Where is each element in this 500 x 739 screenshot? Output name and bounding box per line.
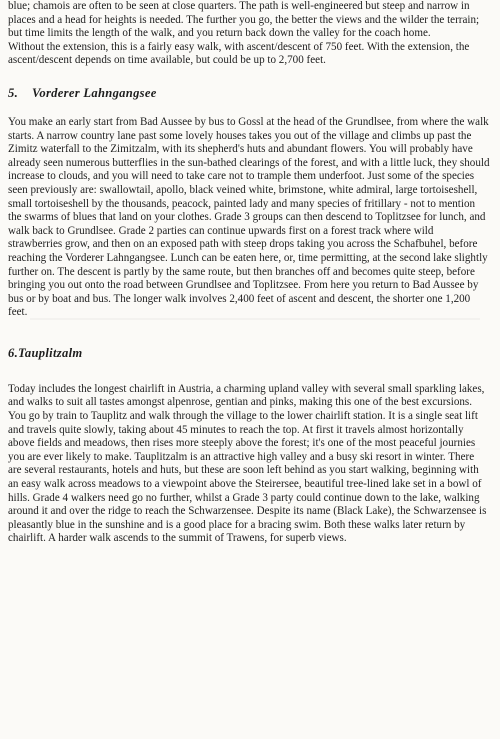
tauplitzalm-intro-paragraph: Today includes the longest chairlift in Austria, a charming upland valley with several small sparkling lakes, and walks to suit all tastes amongst alpenrose, gentian and pinks, making this one of the best excursions. xyxy=(8,382,485,409)
paper-show-through xyxy=(30,318,480,320)
paper-show-through xyxy=(30,448,480,450)
intro-ascent-paragraph: Without the extension, this is a fairly easy walk, with ascent/descent of 750 feet. With the extension, the ascent/descent depends on time available, but could be up to 2,700 feet. xyxy=(8,40,470,67)
section-body-vorderer-lahngangsee: You make an early start from Bad Aussee by bus to Gossl at the head of the Grundlsee, from where the walk starts. A narrow country lane past some lovely houses takes you out of the village and climbs up past the Zimitz waterfall to the Zimitzalm, with its shepherd's huts and abundant flowers. You will probably have already seen numerous butterflies in the sun-bathed clearings of the forest, and with a little luck, they should increase to clouds, and you will need to take care not to trample them underfoot. Just some of the species seen previously are: swallowtail, apollo, black veined white, brimstone, white admiral, large tortoiseshell, small tortoiseshell by the thousands, peacock, painted lady and many species of fritillary - not to mention the swarms of blues that land on your clothes. Grade 3 groups can then descend to Toplitzsee for lunch, and walk back to Grundlsee. Grade 2 parties can continue upwards first on a forest track where wild strawberries grow, and then on an exposed path with steep drops taking you across the Schafbuhel, before reaching the Vorderer Lahngangsee. Lunch can be eaten here, or, time permitting, at the second lake slightly further on. The descent is partly by the same route, but then branches off and becomes quite steep, before bringing you out onto the road between Grundlsee and Toplitzsee. From here you return to Bad Aussee by bus or by boat and bus. The longer walk involves 2,400 feet of ascent and descent, the shorter one 1,200 feet. xyxy=(8,115,490,319)
intro-paragraph: blue; chamois are often to be seen at close quarters. The path is well-engineered but steep and narrow in places and a head for heights is needed. The further you go, the better the views and the wilder the terrain; but time limits the length of the walk, and you return back down the valley for the coach home. xyxy=(8,0,480,40)
section-heading-tauplitzalm: 6.Tauplitzalm xyxy=(8,345,83,360)
section-number: 5. xyxy=(8,85,19,100)
tauplitzalm-body-paragraph: You go by train to Tauplitz and walk through the village to the lower chairlift station. It is a single seat lift and travels quite slowly, taking about 45 minutes to reach the top. At first it travels almost horizontally above fields and meadows, then rises more steeply above the forest; it's one of the most peaceful journies you are ever likely to make. Tauplitzalm is an attractive high valley and a busy ski resort in winter. There are several restaurants, hotels and huts, but these are soon left behind as you start walking, beginning with an easy walk across meadows to a viewpoint above the Steirersee, beautiful tree-lined lake set in a bowl of hills. Grade 4 walkers need go no further, whilst a Grade 3 party could continue down to the lake, walking around it and over the ridge to reach the Schwarzensee. Despite its name (Black Lake), the Schwarzensee is pleasantly blue in the sunshine and is a good place for a bracing swim. Both these walks later return by chairlift. A harder walk ascends to the summit of Trawens, for superb views. xyxy=(8,410,487,545)
section-title: Vorderer Lahngangsee xyxy=(32,85,157,100)
section-heading-vorderer-lahngangsee xyxy=(8,86,490,101)
